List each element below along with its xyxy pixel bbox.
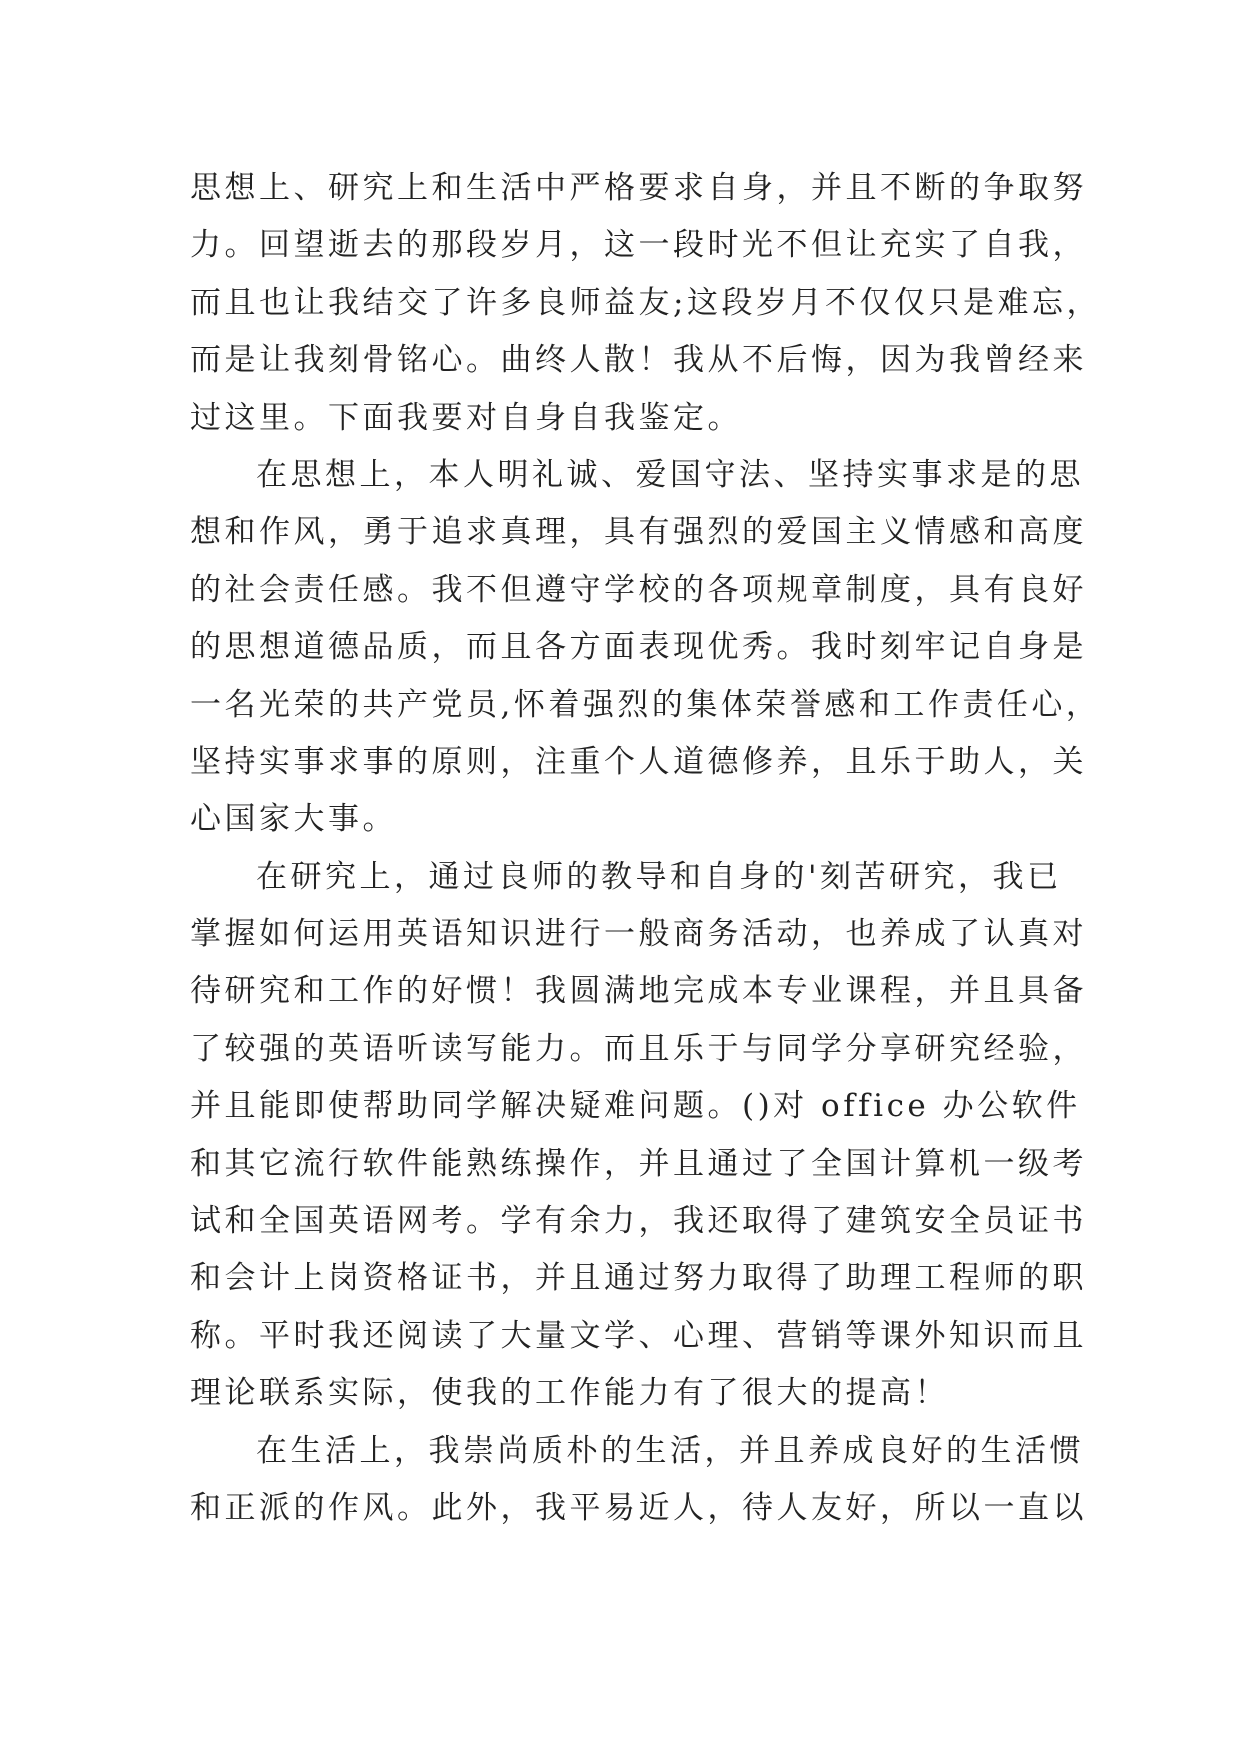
- text-line: 力。回望逝去的那段岁月，这一段时光不但让充实了自我，: [190, 227, 1087, 264]
- text-line: 试和全国英语网考。学有余力，我还取得了建筑安全员证书: [190, 1203, 1087, 1240]
- text-line: 心国家大事。: [190, 801, 397, 838]
- paragraph: [190, 447, 1101, 849]
- text-line: 在思想上，本人明礼诚、爱国守法、坚持实事求是的思: [256, 456, 1084, 493]
- text-line: 想和作风，勇于追求真理，具有强烈的爱国主义情感和高度: [190, 514, 1087, 551]
- text-line: 的社会责任感。我不但遵守学校的各项规章制度，具有良好: [190, 571, 1087, 608]
- text-line: 一名光荣的共产党员,怀着强烈的集体荣誉感和工作责任心，: [190, 686, 1101, 723]
- text-line: 过这里。下面我要对自身自我鉴定。: [190, 399, 742, 436]
- text-line: 和正派的作风。此外，我平易近人，待人友好，所以一直以: [190, 1489, 1087, 1526]
- text-line: 称。平时我还阅读了大量文学、心理、营销等课外知识而且: [190, 1317, 1087, 1354]
- text-line: 在生活上，我崇尚质朴的生活，并且养成良好的生活惯: [256, 1432, 1084, 1469]
- text-line: 的思想道德品质，而且各方面表现优秀。我时刻牢记自身是: [190, 629, 1087, 666]
- text-line: 和会计上岗资格证书，并且通过努力取得了助理工程师的职: [190, 1260, 1087, 1297]
- paragraph: [190, 1423, 1090, 1538]
- text-line: 思想上、研究上和生活中严格要求自身，并且不断的争取努: [190, 170, 1087, 206]
- text-line: 和其它流行软件能熟练操作，并且通过了全国计算机一级考: [190, 1145, 1087, 1182]
- text-line: 并且能即使帮助同学解决疑难问题。()对 office 办公软件: [190, 1088, 1081, 1125]
- body-text: [190, 160, 1101, 1537]
- text-line: 而且也让我结交了许多良师益友;这段岁月不仅仅只是难忘，: [190, 284, 1101, 321]
- text-line: 而是让我刻骨铭心。曲终人散！我从不后悔，因为我曾经来: [190, 342, 1087, 379]
- text-line: 掌握如何运用英语知识进行一般商务活动，也养成了认真对: [190, 916, 1087, 953]
- text-line: 待研究和工作的好惯！我圆满地完成本专业课程，并且具备: [190, 973, 1087, 1010]
- text-line: 坚持实事求事的原则，注重个人道德修养，且乐于助人，关: [190, 743, 1087, 780]
- text-line: 理论联系实际，使我的工作能力有了很大的提高！: [190, 1375, 949, 1412]
- paragraph: [190, 160, 1101, 447]
- text-line: 了较强的英语听读写能力。而且乐于与同学分享研究经验，: [190, 1030, 1087, 1067]
- text-line: 在研究上，通过良师的教导和自身的'刻苦研究，我已: [256, 858, 1062, 895]
- paragraph: [190, 849, 1090, 1423]
